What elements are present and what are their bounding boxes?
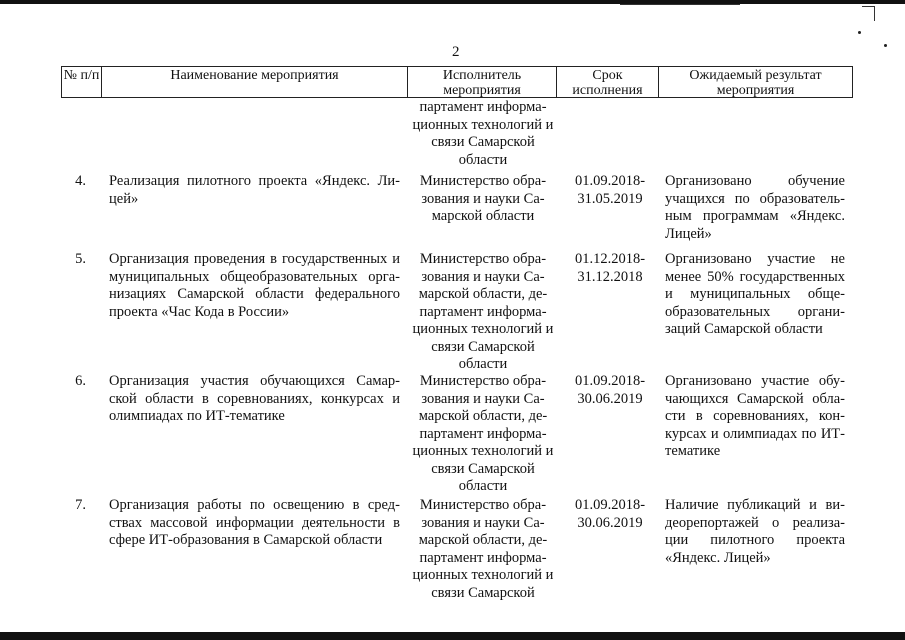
row-4-term: 01.09.2018- 31.05.2019: [574, 173, 646, 207]
header-number: [61, 66, 101, 98]
row-7-name: Организация работы по освещению в сред- ствах массовой информации деятельности в сфере ИТ-образования в Самарской области: [109, 497, 400, 548]
row-6-result: Организовано участие обу- чающихся Самарской обла- сти в соревнованиях, кон- курсах и олимпиадах по ИТ-тематике: [665, 373, 845, 459]
scan-speck: [884, 44, 887, 47]
corner-mark: [862, 6, 875, 21]
row-7-result: Наличие публикаций и ви- деорепортажей о реализа- ции пилотного проекта «Яндекс. Лицей»: [665, 497, 845, 566]
page-number: 2: [452, 44, 460, 60]
row-5-result: Организовано участие не менее 50% государственных и муниципальных обще- образовательных органи- заций Самарской области: [665, 251, 845, 337]
row-4-number: 4.: [75, 173, 86, 189]
top-border-thin: [620, 4, 740, 5]
scan-speck: [858, 31, 861, 34]
header-number-label: № п/п: [63, 68, 100, 83]
row-6-term: 01.09.2018- 30.06.2019: [574, 373, 646, 407]
row-5-term: 01.12.2018- 31.12.2018: [574, 251, 646, 285]
top-border: [0, 0, 905, 4]
row-6-executor: Министерство обра- зования и науки Са- марской области, де- партамент информа- ционных технологий и связи Самарской области: [412, 373, 554, 494]
row-4-executor: Министерство обра- зования и науки Са- марской области: [419, 173, 547, 224]
row-6-name: Организация участия обучающихся Самар- ской области в соревнованиях, конкурсах и олимпиадах по ИТ-тематике: [109, 373, 400, 424]
header-executor-label: Исполнитель мероприятия: [442, 68, 522, 98]
row-7-term: 01.09.2018- 30.06.2019: [574, 497, 646, 531]
row-7-executor: Министерство обра- зования и науки Са- марской области, де- партамент информа- ционных технологий и связи Самарской: [412, 497, 554, 601]
header-result-label: Ожидаемый результат мероприятия: [689, 68, 822, 98]
continuation-executor: партамент информа- ционных технологий и связи Самарской области: [412, 99, 554, 168]
row-4-result: Организовано обучение учащихся по образователь- ным программам «Яндекс. Лицей»: [665, 173, 845, 242]
header-term-label: Срок исполнения: [572, 68, 643, 98]
header-term: [556, 66, 658, 98]
row-5-name: Организация проведения в государственных и муниципальных общеобразовательных орга- низациях Самарской области федерального проекта «Час Кода в России»: [109, 251, 400, 320]
row-5-number: 5.: [75, 251, 86, 267]
row-7-number: 7.: [75, 497, 86, 513]
header-executor: [407, 66, 556, 98]
row-6-number: 6.: [75, 373, 86, 389]
header-name: [101, 66, 407, 98]
row-4-name: Реализация пилотного проекта «Яндекс. Ли- цей»: [109, 173, 400, 207]
row-5-executor: Министерство обра- зования и науки Са- марской области, де- партамент информа- ционных технологий и связи Самарской области: [412, 251, 554, 372]
header-result: [658, 66, 853, 98]
header-name-label: Наименование мероприятия: [170, 68, 339, 83]
bottom-border: [0, 632, 905, 640]
